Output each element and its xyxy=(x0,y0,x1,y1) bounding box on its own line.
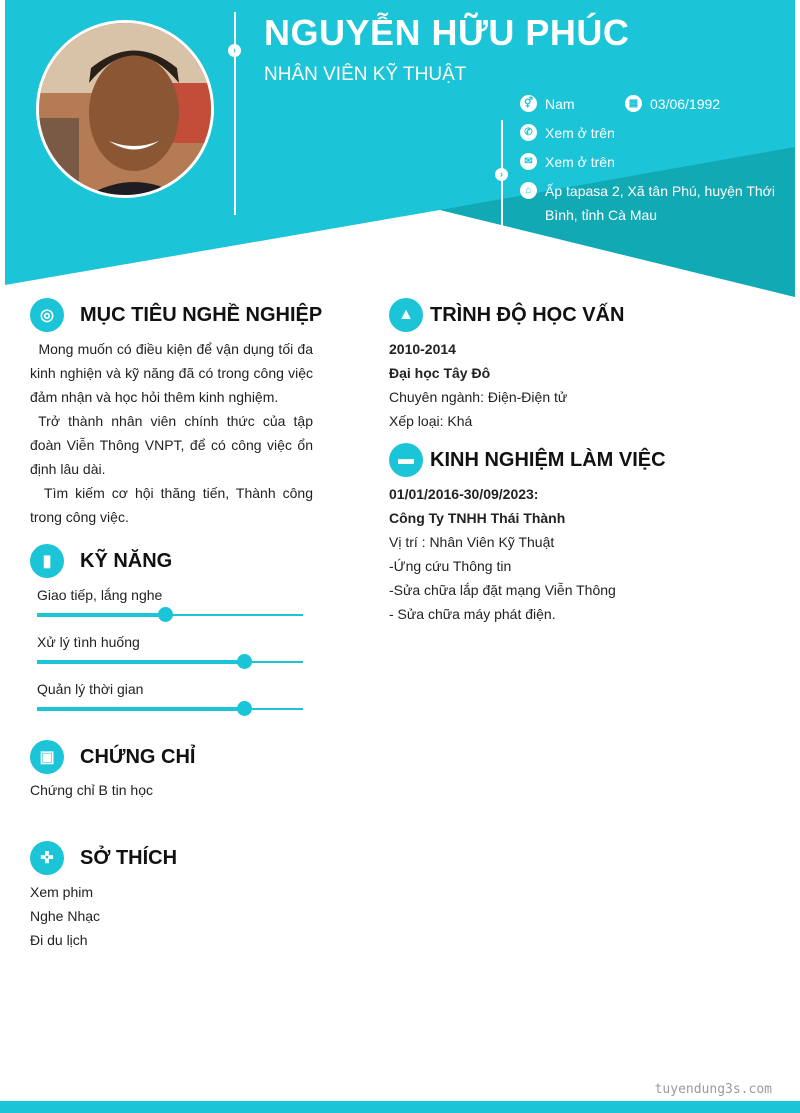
experience-duty: - Sửa chữa máy phát điện. xyxy=(389,606,556,622)
address-value: Ấp tapasa 2, Xã tân Phú, huyện Thới Bình, tỉnh Cà Mau xyxy=(545,183,775,223)
skills-header xyxy=(30,544,172,578)
experience-duty: -Sửa chữa lắp đặt mạng Viễn Thông xyxy=(389,582,616,598)
objective-paragraph-1: Mong muốn có điều kiện để vận dụng tối đa kinh nghiện và kỹ năng đã có trong công việc đảm nhận và học hỏi thêm kinh nghiệm. xyxy=(30,341,317,405)
education-school: Đại học Tây Đô xyxy=(389,365,491,381)
home-icon: ⌂ xyxy=(520,182,537,199)
skill-bar-knob xyxy=(158,607,173,622)
skills-title: KỸ NĂNG xyxy=(80,549,173,572)
hobbies-title: SỞ THÍCH xyxy=(80,846,178,869)
education-major: Chuyên ngành: Điện-Điện tử xyxy=(389,389,568,405)
gender-icon: ⚥ xyxy=(520,95,537,112)
experience-header xyxy=(389,443,666,477)
gender-value: Nam xyxy=(545,96,575,112)
avatar xyxy=(36,20,214,198)
address-info xyxy=(520,179,782,227)
hobby-item: Nghe Nhạc xyxy=(30,908,101,924)
objective-paragraph-3: Tìm kiếm cơ hội thăng tiến, Thành công trong công việc. xyxy=(30,485,317,525)
email-info xyxy=(520,150,615,174)
skill-bar-fill xyxy=(37,660,244,664)
skill-bar xyxy=(37,614,303,616)
chevron-right-icon: › xyxy=(495,168,508,181)
footer-bar xyxy=(0,1101,800,1113)
education-title: TRÌNH ĐỘ HỌC VẤN xyxy=(430,303,625,326)
education-period: 2010-2014 xyxy=(389,341,456,357)
hobby-item: Đi du lịch xyxy=(30,932,88,948)
hobbies-header xyxy=(30,841,177,875)
skill-bar-fill xyxy=(37,707,244,711)
gender-info xyxy=(520,92,575,116)
calendar-icon: ▦ xyxy=(625,95,642,112)
objective-header xyxy=(30,298,322,332)
briefcase-icon: ▬ xyxy=(389,443,423,477)
skill-label: Xử lý tình huống xyxy=(37,634,140,650)
experience-title: KINH NGHIỆM LÀM VIỆC xyxy=(430,448,666,471)
skill-bar-fill xyxy=(37,613,165,617)
certificates-title: CHỨNG CHỈ xyxy=(80,745,196,768)
education-grade: Xếp loại: Khá xyxy=(389,413,473,429)
skill-label: Quản lý thời gian xyxy=(37,681,144,697)
gamepad-icon: ✜ xyxy=(30,841,64,875)
phone-info xyxy=(520,121,615,145)
experience-position: Vị trí : Nhân Viên Kỹ Thuật xyxy=(389,534,555,550)
education-header xyxy=(389,298,624,332)
certificate-icon: ▣ xyxy=(30,740,64,774)
hobby-item: Xem phim xyxy=(30,884,94,900)
objective-paragraph-2: Trở thành nhân viên chính thức của tập đoàn Viễn Thông VNPT, để có công việc ổn định lâu dài. xyxy=(30,413,317,477)
chevron-right-icon: › xyxy=(228,44,241,57)
skill-bar-knob xyxy=(237,654,252,669)
watermark: tuyendung3s.com xyxy=(654,1082,772,1097)
candidate-role: NHÂN VIÊN KỸ THUẬT xyxy=(264,64,467,85)
graduation-cap-icon: ▲ xyxy=(389,298,423,332)
certificate-item: Chứng chỉ B tin học xyxy=(30,782,153,798)
certificates-header xyxy=(30,740,195,774)
dob-value: 03/06/1992 xyxy=(650,96,721,112)
experience-period: 01/01/2016-30/09/2023: xyxy=(389,486,539,502)
skill-bar-knob xyxy=(237,701,252,716)
dob-info xyxy=(625,92,720,116)
skill-bar xyxy=(37,661,303,663)
candidate-name: NGUYỄN HỮU PHÚC xyxy=(264,12,630,53)
target-icon: ◎ xyxy=(30,298,64,332)
skill-label: Giao tiếp, lắng nghe xyxy=(37,587,163,603)
header-divider xyxy=(234,12,236,215)
phone-value: Xem ở trên xyxy=(545,125,615,141)
phone-icon: ✆ xyxy=(520,124,537,141)
objective-title: MỤC TIÊU NGHỀ NGHIỆP xyxy=(80,303,323,326)
experience-duty: -Ứng cứu Thông tin xyxy=(389,558,512,574)
bar-chart-icon: ▮ xyxy=(30,544,64,578)
experience-company: Công Ty TNHH Thái Thành xyxy=(389,510,566,526)
mail-icon: ✉ xyxy=(520,153,537,170)
skill-bar xyxy=(37,708,303,710)
email-value: Xem ở trên xyxy=(545,154,615,170)
